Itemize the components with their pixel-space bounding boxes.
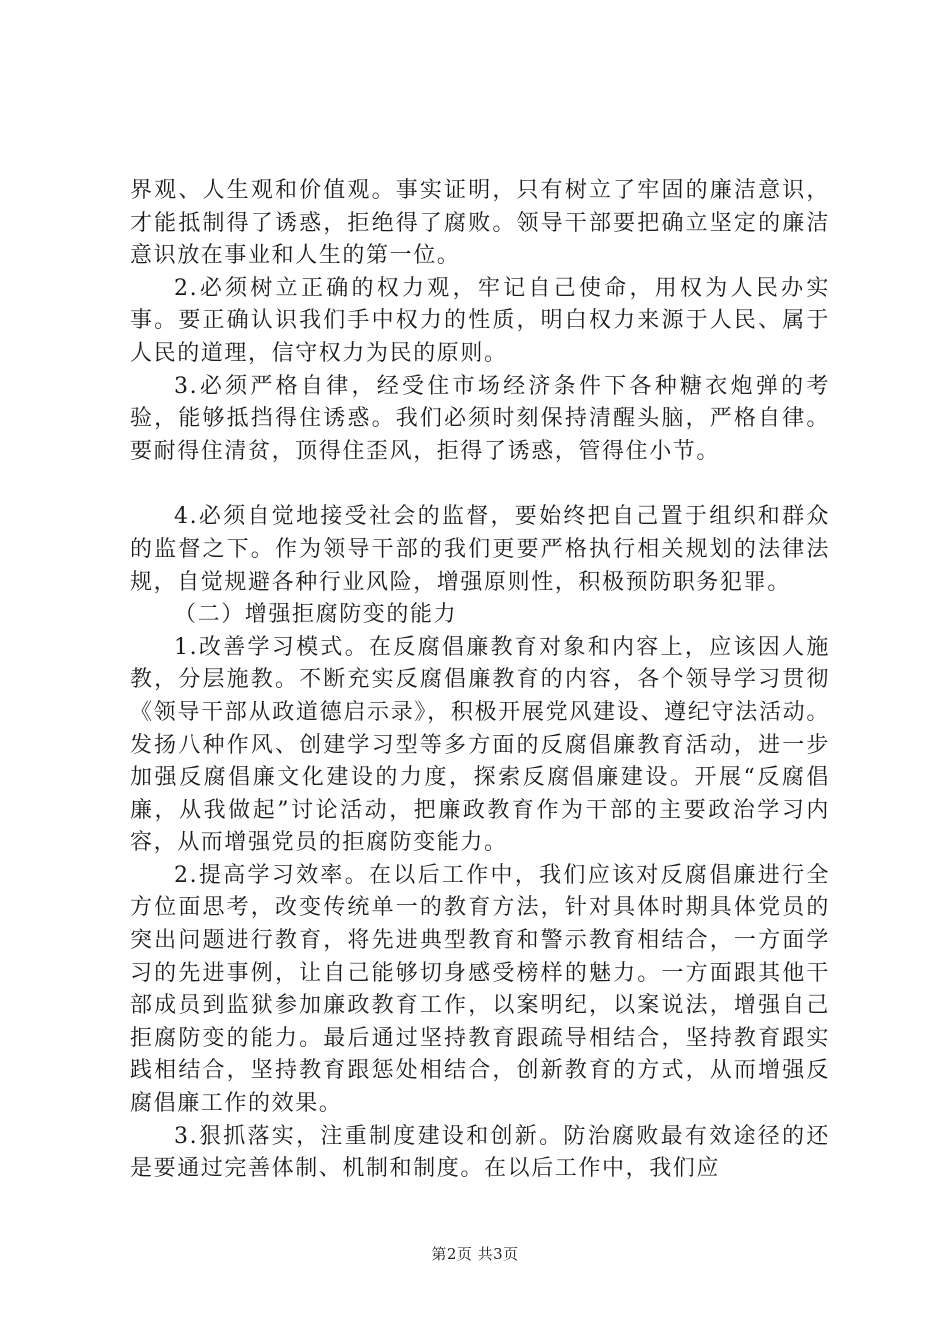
paragraph-power-view: 2.必须树立正确的权力观，牢记自己使命，用权为人民办实事。要正确认识我们手中权力的性质，明白权力来源于人民、属于人民的道理，信守权力为民的原则。 [130,275,830,366]
page-number-footer: 第2页 共3页 [431,1245,519,1263]
paragraph-continued: 界观、人生观和价值观。事实证明，只有树立了牢固的廉洁意识，才能抵制得了诱惑，拒绝得了腐败。领导干部要把确立坚定的廉洁意识放在事业和人生的第一位。 [130,178,830,269]
paragraph-self-discipline: 3.必须严格自律，经受住市场经济条件下各种糖衣炮弹的考验，能够抵挡得住诱惑。我们必须时刻保持清醒头脑，严格自律。要耐得住清贫，顶得住歪风，拒得了诱惑，管得住小节。 [130,373,830,464]
paragraph-implementation: 3.狠抓落实，注重制度建设和创新。防治腐败最有效途径的还是要通过完善体制、机制和制度。在以后工作中，我们应 [130,1123,830,1182]
document-body [130,175,830,1186]
paragraph-learning-mode: 1.改善学习模式。在反腐倡廉教育对象和内容上，应该因人施教，分层施教。不断充实反腐倡廉教育的内容，各个领导学习贯彻《领导干部从政道德启示录》，积极开展党风建设、遵纪守法活动。发扬八种作风、创建学习型等多方面的反腐倡廉教育活动，进一步加强反腐倡廉文化建设的力度，探索反腐倡廉建设。开展“反腐倡廉，从我做起”讨论活动，把廉政教育作为干部的主要政治学习内容，从而增强党员的拒腐防变能力。 [130,634,830,856]
paragraph-supervision: 4.必须自觉地接受社会的监督，要始终把自己置于组织和群众的监督之下。作为领导干部的我们更要严格执行相关规划的法律法规，自觉规避各种行业风险，增强原则性，积极预防职务犯罪。 [130,504,830,595]
section-heading: （二）增强拒腐防变的能力 [174,602,458,628]
paragraph-learning-efficiency: 2.提高学习效率。在以后工作中，我们应该对反腐倡廉进行全方位面思考，改变传统单一的教育方法，针对具体时期具体党员的突出问题进行教育，将先进典型教育和警示教育相结合，一方面学习的先进事例，让自己能够切身感受榜样的魅力。一方面跟其他干部成员到监狱参加廉政教育工作，以案明纪，以案说法，增强自己拒腐防变的能力。最后通过坚持教育跟疏导相结合，坚持教育跟实践相结合，坚持教育跟惩处相结合，创新教育的方式，从而增强反腐倡廉工作的效果。 [130,862,830,1117]
